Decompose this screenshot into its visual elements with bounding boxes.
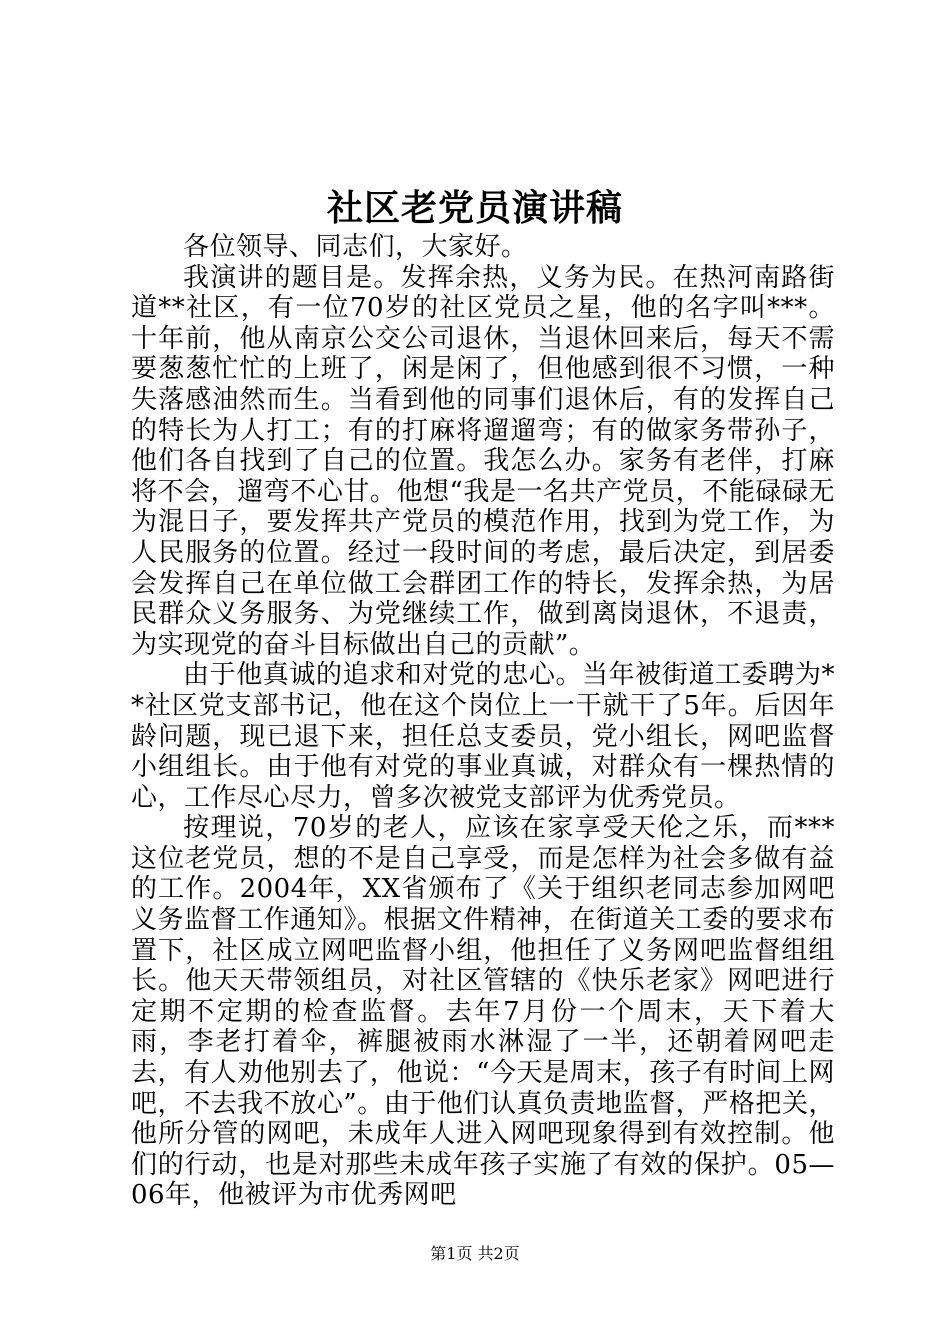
paragraph-party-secretary: 由于他真诚的追求和对党的忠心。当年被街道工委聘为**社区党支部书记，他在这个岗位上一干就干了5年。后因年龄问题，现已退下来，担任总支委员，党小组长，网吧监督小组组长。由于他有对党的事业真诚，对群众有一棵热情的心，工作尽心尽力，曾多次被党支部评为优秀党员。: [131, 660, 835, 813]
document-body: [131, 232, 835, 1211]
page-footer: 第1页 共2页: [430, 1244, 520, 1263]
paragraph-greeting: 各位领导、同志们，大家好。: [183, 232, 528, 262]
paragraph-internet-cafe-supervision: 按理说，70岁的老人，应该在家享受天伦之乐，而***这位老党员，想的不是自己享受，而是怎样为社会多做有益的工作。2004年，XX省颁布了《关于组织老同志参加网吧义务监督工作通知》。根据文件精神，在街道关工委的要求布置下，社区成立网吧监督小组，他担任了义务网吧监督组组长。他天天带领组员，对社区管辖的《快乐老家》网吧进行定期不定期的检查监督。去年7月份一个周末，天下着大雨，李老打着伞，裤腿被雨水淋湿了一半，还朝着网吧走去，有人劝他别去了，他说：“今天是周末，孩子有时间上网吧，不去我不放心”。由于他们认真负责地监督，严格把关，他所分管的网吧，未成年人进入网吧现象得到有效控制。他们的行动，也是对那些未成年孩子实施了有效的保护。05—06年，他被评为市优秀网吧: [131, 813, 835, 1211]
document-title: 社区老党员演讲稿: [326, 187, 623, 229]
paragraph-introduction: 我演讲的题目是。发挥余热，义务为民。在热河南路街道**社区，有一位70岁的社区党员之星，他的名字叫***。十年前，他从南京公交公司退休，当退休回来后，每天不需要葱葱忙忙的上班了，闲是闲了，但他感到很不习惯，一种失落感油然而生。当看到他的同事们退休后，有的发挥自己的特长为人打工；有的打麻将遛遛弯；有的做家务带孙子，他们各自找到了自己的位置。我怎么办。家务有老伴，打麻将不会，遛弯不心甘。他想“我是一名共产党员，不能碌碌无为混日子，要发挥共产党员的模范作用，找到为党工作，为人民服务的位置。经过一段时间的考虑，最后决定，到居委会发挥自己在单位做工会群团工作的特长，发挥余热，为居民群众义务服务、为党继续工作，做到离岗退休，不退责，为实现党的奋斗目标做出自己的贡献”。: [131, 262, 835, 660]
